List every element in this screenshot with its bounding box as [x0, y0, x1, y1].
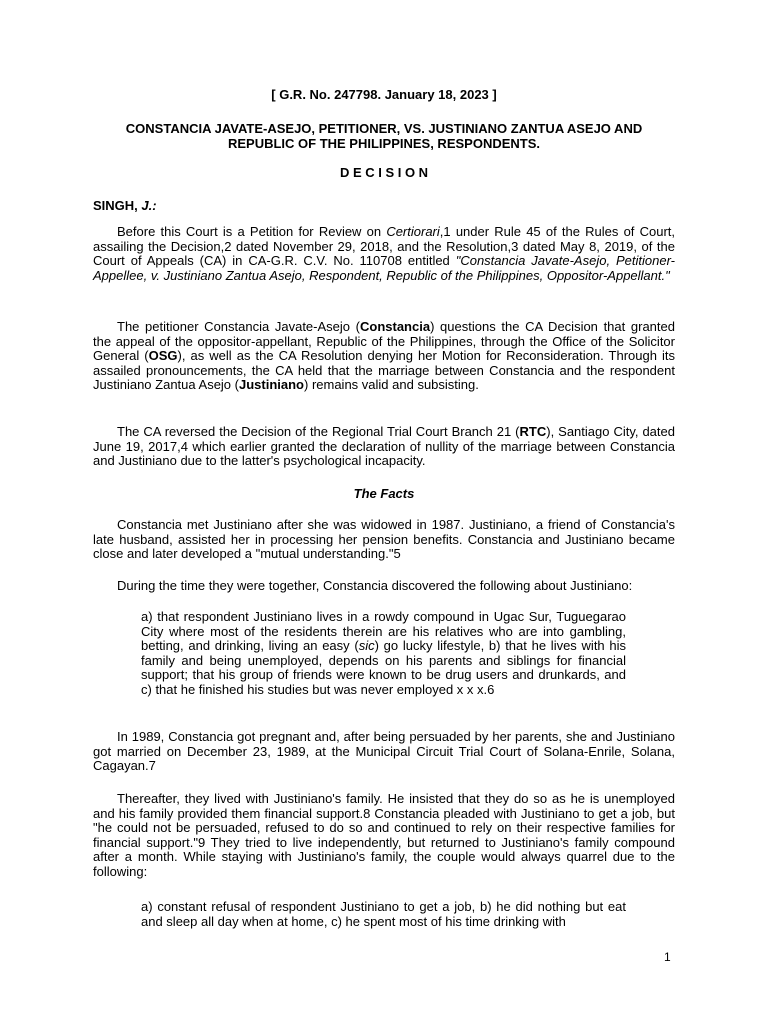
text-run-italic: "Constancia Javate-Asejo, Petitioner-Appellee, v. Justiniano Zantua Asejo, Respondent, Republic of the Philippines, Oppositor-Appellant.": [93, 253, 675, 283]
text-run: ), Santiago City, dated June 19, 2017,4 which earlier granted the declaration of nullity of the marriage between Constancia and Justiniano due to the latter's psychological incapacity.: [93, 424, 675, 468]
text-run-bold: RTC: [519, 424, 547, 439]
page-number: 1: [664, 950, 671, 964]
text-run-italic: Certiorari: [386, 224, 440, 239]
text-run-bold: Constancia: [360, 319, 431, 334]
facts-heading: The Facts: [353, 486, 415, 501]
case-parties: [93, 121, 675, 151]
paragraph-6: In 1989, Constancia got pregnant and, after being persuaded by her parents, she and Justiniano got married on December 23, 1989, at the Municipal Circuit Trial Court of Solana-Enrile, Solana, Cagayan.7: [93, 729, 675, 773]
text-run: a) that respondent Justiniano lives in a rowdy compound in Ugac Sur, Tuguegarao City where most of the residents therein are his relatives who are into gambling, betting, and drinking, living an easy (: [141, 609, 626, 653]
paragraph-3: [93, 425, 675, 469]
paragraph-7: Thereafter, they lived with Justiniano's family. He insisted that they do so as he is unemployed and his family provided them financial support.8 Constancia pleaded with Justiniano to get a job, but "he could not be persuaded, refused to do so and continued to rely on their respective families for financial support."9 They tried to live independently, but returned to Justiniano's family compound after a month. While staying with Justiniano's family, the couple would always quarrel due to the following:: [93, 791, 675, 879]
text-run: ) questions the CA Decision that granted the appeal of the oppositor-appellant, Republic of the Philippines, through the Office of the Solicitor General (: [93, 319, 675, 363]
ponente-name: SINGH,: [93, 198, 138, 213]
text-run-italic: sic: [358, 638, 375, 653]
ponente: [93, 199, 675, 214]
decision-heading: D E C I S I O N: [339, 165, 429, 180]
ponente-suffix: J.:: [141, 198, 157, 213]
text-run: ) go lucky lifestyle, b) that he lives with his family and being unemployed, depends on his parents and siblings for financial support; that his group of friends were known to be drug users and drunkards, and c) that he finished his studies but was never employed x x x.6: [141, 638, 627, 697]
text-run: ,1 under Rule 45 of the Rules of Court, assailing the Decision,2 dated November 29, 2018, and the Resolution,3 dated May 8, 2019, of the Court of Appeals (CA) in CA-G.R. C.V. No. 110708 entitled: [93, 224, 676, 268]
text-run: ) remains valid and subsisting.: [304, 377, 479, 392]
quote-block-2: a) constant refusal of respondent Justiniano to get a job, b) he did nothing but eat and sleep all day when at home, c) he spent most of his time drinking with: [141, 899, 626, 929]
text-run-bold: OSG: [148, 348, 178, 363]
text-run: The petitioner Constancia Javate-Asejo (: [117, 319, 360, 334]
case-parties-line-1: CONSTANCIA JAVATE-ASEJO, PETITIONER, VS. JUSTINIANO ZANTUA ASEJO AND: [125, 121, 643, 136]
paragraph-1: [93, 225, 675, 283]
paragraph-5: During the time they were together, Constancia discovered the following about Justiniano:: [117, 578, 633, 593]
paragraph-2: [93, 320, 675, 393]
case-parties-line-2: REPUBLIC OF THE PHILIPPINES, RESPONDENTS.: [227, 136, 541, 151]
quote-block-1: [141, 610, 626, 697]
text-run: Before this Court is a Petition for Review on: [117, 224, 387, 239]
text-run-bold: Justiniano: [238, 377, 304, 392]
text-run: ), as well as the CA Resolution denying her Motion for Reconsideration. Through its assailed pronouncements, the CA held that the marriage between Constancia and the respondent Justiniano Zantua Asejo (: [93, 348, 675, 392]
text-run: The CA reversed the Decision of the Regional Trial Court Branch 21 (: [117, 424, 520, 439]
paragraph-4: Constancia met Justiniano after she was widowed in 1987. Justiniano, a friend of Constancia's late husband, assisted her in processing her pension benefits. Constancia and Justiniano became close and later developed a "mutual understanding."5: [93, 517, 675, 561]
case-number: [ G.R. No. 247798. January 18, 2023 ]: [271, 87, 497, 102]
